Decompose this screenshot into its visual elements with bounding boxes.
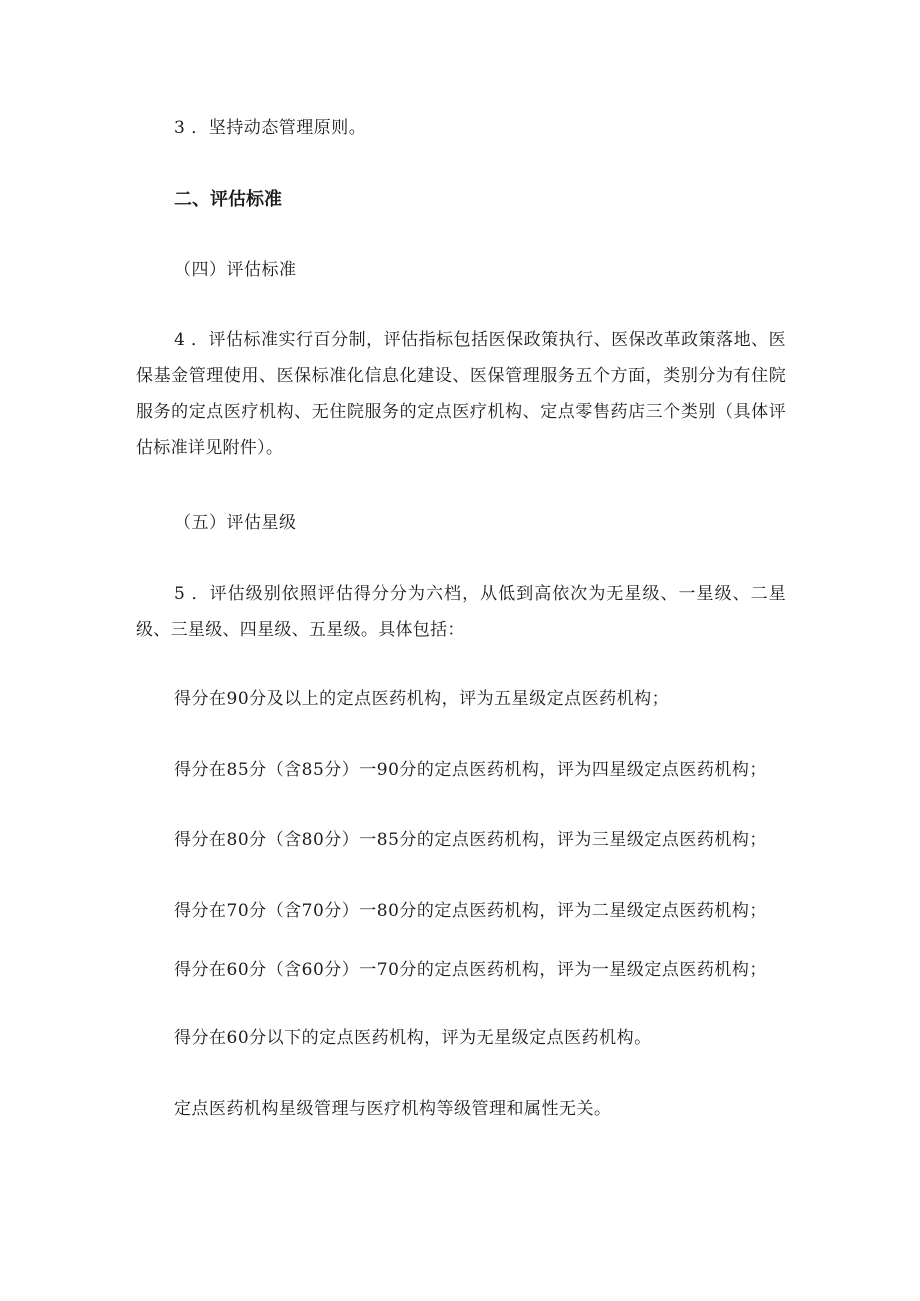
closing-note: 定点医药机构星级管理与医疗机构等级管理和属性无关。 xyxy=(174,1099,612,1119)
section-heading: 二、评估标准 xyxy=(174,189,282,210)
rating-rule: 得分在60分以下的定点医药机构，评为无星级定点医药机构。 xyxy=(174,1028,652,1048)
rating-rule: 得分在90分及以上的定点医药机构，评为五星级定点医药机构； xyxy=(174,689,670,709)
rating-rule: 得分在70分（含70分）一80分的定点医药机构，评为二星级定点医药机构； xyxy=(174,901,767,921)
rating-rule: 得分在85分（含85分）一90分的定点医药机构，评为四星级定点医药机构； xyxy=(174,760,767,780)
principle-3-text: 3 ．坚持动态管理原则。 xyxy=(174,118,367,138)
subsection-5-title: （五）评估星级 xyxy=(174,513,297,533)
paragraph-5: 5 ．评估级别依照评估得分分为六档，从低到高依次为无星级、一星级、二星级、三星级、四星级、五星级。具体包括： xyxy=(136,584,786,640)
rating-rule: 得分在80分（含80分）一85分的定点医药机构，评为三星级定点医药机构； xyxy=(174,830,767,850)
paragraph-4: 4 ．评估标准实行百分制，评估指标包括医保政策执行、医保改革政策落地、医保基金管理使用、医保标准化信息化建设、医保管理服务五个方面，类别分为有住院服务的定点医疗机构、无住院服务的定点医疗机构、定点零售药店三个类别（具体评估标准详见附件）。 xyxy=(136,330,786,458)
rating-rule: 得分在60分（含60分）一70分的定点医药机构，评为一星级定点医药机构； xyxy=(174,960,767,980)
subsection-4-title: （四）评估标准 xyxy=(174,260,297,280)
